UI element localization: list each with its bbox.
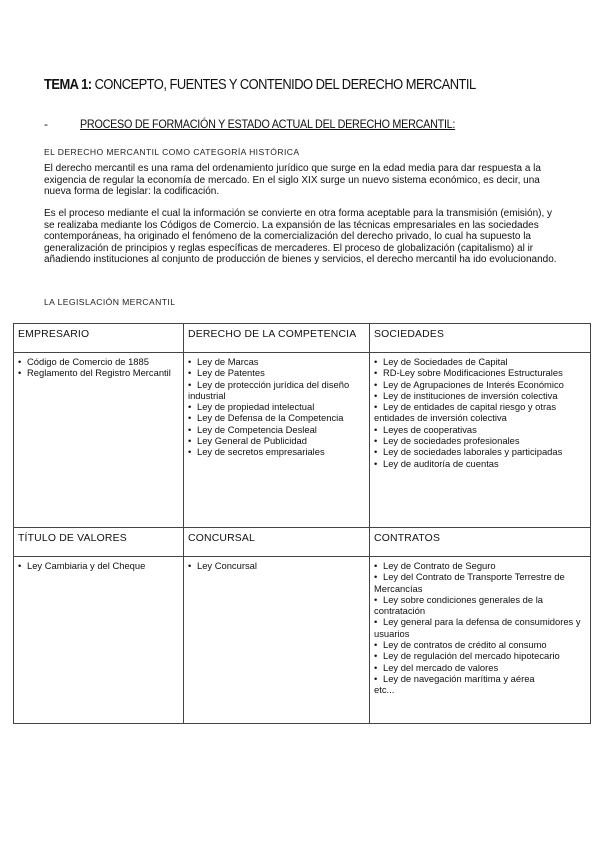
bullet-icon: • — [188, 367, 192, 379]
list-item-text: Ley de contratos de crédito al consumo — [383, 639, 547, 651]
bullet-icon: • — [188, 435, 192, 447]
list-item — [188, 435, 365, 446]
bullet-icon: • — [374, 423, 378, 435]
list-item — [188, 401, 365, 412]
list-item-text: Ley General de Publicidad — [197, 435, 307, 447]
subtitle-text: PROCESO DE FORMACIÓN Y ESTADO ACTUAL DEL DERECHO MERCANTIL: — [80, 117, 456, 131]
section-heading-historical: EL DERECHO MERCANTIL COMO CATEGORÍA HISTÓRICA — [44, 147, 300, 157]
list-item — [188, 356, 365, 367]
bullet-icon: • — [374, 593, 378, 605]
bullet-icon: • — [18, 560, 22, 571]
list-item-text: Ley de Defensa de la Competencia — [197, 412, 344, 424]
list-item — [188, 560, 365, 571]
header-contratos: CONTRATOS — [370, 528, 591, 557]
bullet-icon: • — [188, 412, 192, 424]
list-item-text: Ley de auditoría de cuentas — [383, 457, 499, 469]
header-concursal: CONCURSAL — [184, 528, 370, 557]
list-item-text: Ley de Marcas — [197, 356, 259, 367]
document-title — [44, 76, 476, 93]
list-item-text: Ley del Contrato de Transporte Terrestre de Mercancías — [374, 571, 565, 594]
list-item — [188, 412, 365, 423]
table-header-row — [14, 324, 591, 353]
list-item — [188, 424, 365, 435]
list-item-text: RD-Ley sobre Modificaciones Estructurales — [383, 367, 563, 379]
bullet-icon: • — [188, 560, 192, 571]
table-row — [14, 353, 591, 528]
list-concursal — [188, 560, 365, 571]
list-empresario — [18, 356, 179, 379]
list-item — [18, 367, 179, 378]
bullet-icon: • — [188, 356, 192, 367]
cell-empresario — [14, 353, 184, 528]
bullet-icon: • — [374, 389, 378, 401]
bullet-icon: • — [374, 661, 378, 673]
list-item — [374, 639, 586, 650]
list-item-text: Ley Concursal — [197, 560, 257, 571]
header-derecho-competencia: DERECHO DE LA COMPETENCIA — [184, 324, 370, 353]
list-item-text: Código de Comercio de 1885 — [27, 356, 149, 367]
list-item — [374, 401, 586, 424]
list-item-text: Ley de regulación del mercado hipotecario — [383, 650, 560, 662]
bullet-icon: • — [188, 401, 192, 413]
bullet-icon: • — [188, 378, 192, 390]
header-sociedades: SOCIEDADES — [370, 324, 591, 353]
bullet-icon: • — [374, 571, 378, 583]
paragraph-1: El derecho mercantil es una rama del ordenamiento jurídico que surge en la edad media para dar respuesta a la exigencia de regular la economía de mercado. En el siglo XIX surge un nuevo sistema económico, es decir, una nueva forma de legislar: la codificación. — [44, 163, 541, 198]
list-item — [18, 560, 179, 571]
bullet-icon: • — [374, 672, 378, 684]
bullet-icon: • — [374, 650, 378, 662]
bullet-icon: • — [374, 446, 378, 458]
list-item-text: Ley de secretos empresariales — [197, 446, 325, 458]
bullet-icon: • — [374, 378, 378, 390]
list-item — [374, 560, 586, 571]
bullet-icon: • — [374, 367, 378, 379]
list-item — [374, 662, 586, 673]
list-item — [188, 379, 365, 402]
list-item — [374, 356, 586, 367]
list-item-text: Ley de Agrupaciones de Interés Económico — [383, 378, 564, 390]
subtitle-dash: - — [44, 117, 48, 131]
list-item-text: Ley de Sociedades de Capital — [383, 356, 508, 367]
list-item — [374, 390, 586, 401]
list-item-text: Ley de sociedades laborales y participadas — [383, 446, 563, 458]
title-number: TEMA 1: — [44, 76, 92, 93]
list-item-text: Leyes de cooperativas — [383, 423, 477, 435]
bullet-icon: • — [18, 356, 22, 367]
contratos-etc: etc... — [374, 684, 395, 696]
bullet-icon: • — [374, 401, 378, 413]
list-item — [374, 367, 586, 378]
list-item — [18, 356, 179, 367]
list-item-text: Ley del mercado de valores — [383, 661, 499, 673]
cell-contratos — [370, 557, 591, 724]
table-header-row — [14, 528, 591, 557]
list-item — [374, 571, 586, 594]
bullet-icon: • — [188, 423, 192, 435]
table-row — [14, 557, 591, 724]
title-text: CONCEPTO, FUENTES Y CONTENIDO DEL DERECHO MERCANTIL — [91, 76, 476, 93]
list-item — [188, 367, 365, 378]
list-item-text: Ley Cambiaria y del Cheque — [27, 560, 146, 571]
list-item-text: Ley sobre condiciones generales de la contratación — [374, 593, 544, 617]
list-item — [374, 594, 586, 617]
list-item-text: Ley de Patentes — [197, 367, 265, 379]
list-item-text: Ley de instituciones de inversión colectiva — [383, 389, 558, 401]
list-item — [374, 616, 586, 639]
bullet-icon: • — [18, 367, 22, 379]
bullet-icon: • — [188, 446, 192, 458]
legislation-table — [13, 323, 591, 724]
list-item-text: Ley de entidades de capital riesgo y otras entidades de inversión colectiva — [374, 401, 557, 424]
list-item-text: Ley general para la defensa de consumidores y usuarios — [374, 616, 581, 639]
cell-derecho-competencia — [184, 353, 370, 528]
cell-concursal — [184, 557, 370, 724]
list-sociedades — [374, 356, 586, 469]
list-titulo-valores — [18, 560, 179, 571]
list-item-text: Ley de protección jurídica del diseño industrial — [188, 378, 350, 401]
list-item-text: Ley de sociedades profesionales — [383, 435, 520, 447]
bullet-icon: • — [374, 457, 378, 469]
list-item-text: Ley de navegación marítima y aérea — [383, 672, 535, 684]
cell-sociedades — [370, 353, 591, 528]
list-item — [374, 435, 586, 446]
list-item — [374, 424, 586, 435]
bullet-icon: • — [374, 560, 378, 571]
list-derecho-competencia — [188, 356, 365, 458]
section-subtitle — [44, 117, 497, 131]
section-heading-legislation: LA LEGISLACIÓN MERCANTIL — [44, 297, 176, 307]
paragraph-2: Es el proceso mediante el cual la información se convierte en otra forma aceptable para la transmisión (emisión), y se realizaba mediante los Códigos de Comercio. La expansión de las técnicas empresariales en las sociedades contemporáneas, ha originado el fenómeno de la comercialización del derecho privado, lo cual ha supuesto la generalización de principios y reglas específicas de mercaderes. El proceso de globalización (capitalismo) al ir añadiendo instituciones al conjunto de producción de bienes y servicios, el derecho mercantil ha ido evolucionando. — [44, 208, 557, 266]
list-item — [374, 458, 586, 469]
list-item — [374, 673, 586, 684]
list-item — [188, 446, 365, 457]
list-item — [374, 650, 586, 661]
list-item-text: Ley de propiedad intelectual — [197, 401, 315, 413]
list-item-text: Reglamento del Registro Mercantil — [27, 367, 171, 379]
bullet-icon: • — [374, 356, 378, 367]
list-item-text: Ley de Contrato de Seguro — [383, 560, 496, 571]
bullet-icon: • — [374, 639, 378, 651]
list-item-text: Ley de Competencia Desleal — [197, 423, 317, 435]
header-empresario: EMPRESARIO — [14, 324, 184, 353]
header-titulo-valores: TÍTULO DE VALORES — [14, 528, 184, 557]
list-item — [374, 379, 586, 390]
bullet-icon: • — [374, 435, 378, 447]
list-contratos — [374, 560, 586, 684]
bullet-icon: • — [374, 616, 378, 628]
cell-titulo-valores — [14, 557, 184, 724]
list-item — [374, 446, 586, 457]
